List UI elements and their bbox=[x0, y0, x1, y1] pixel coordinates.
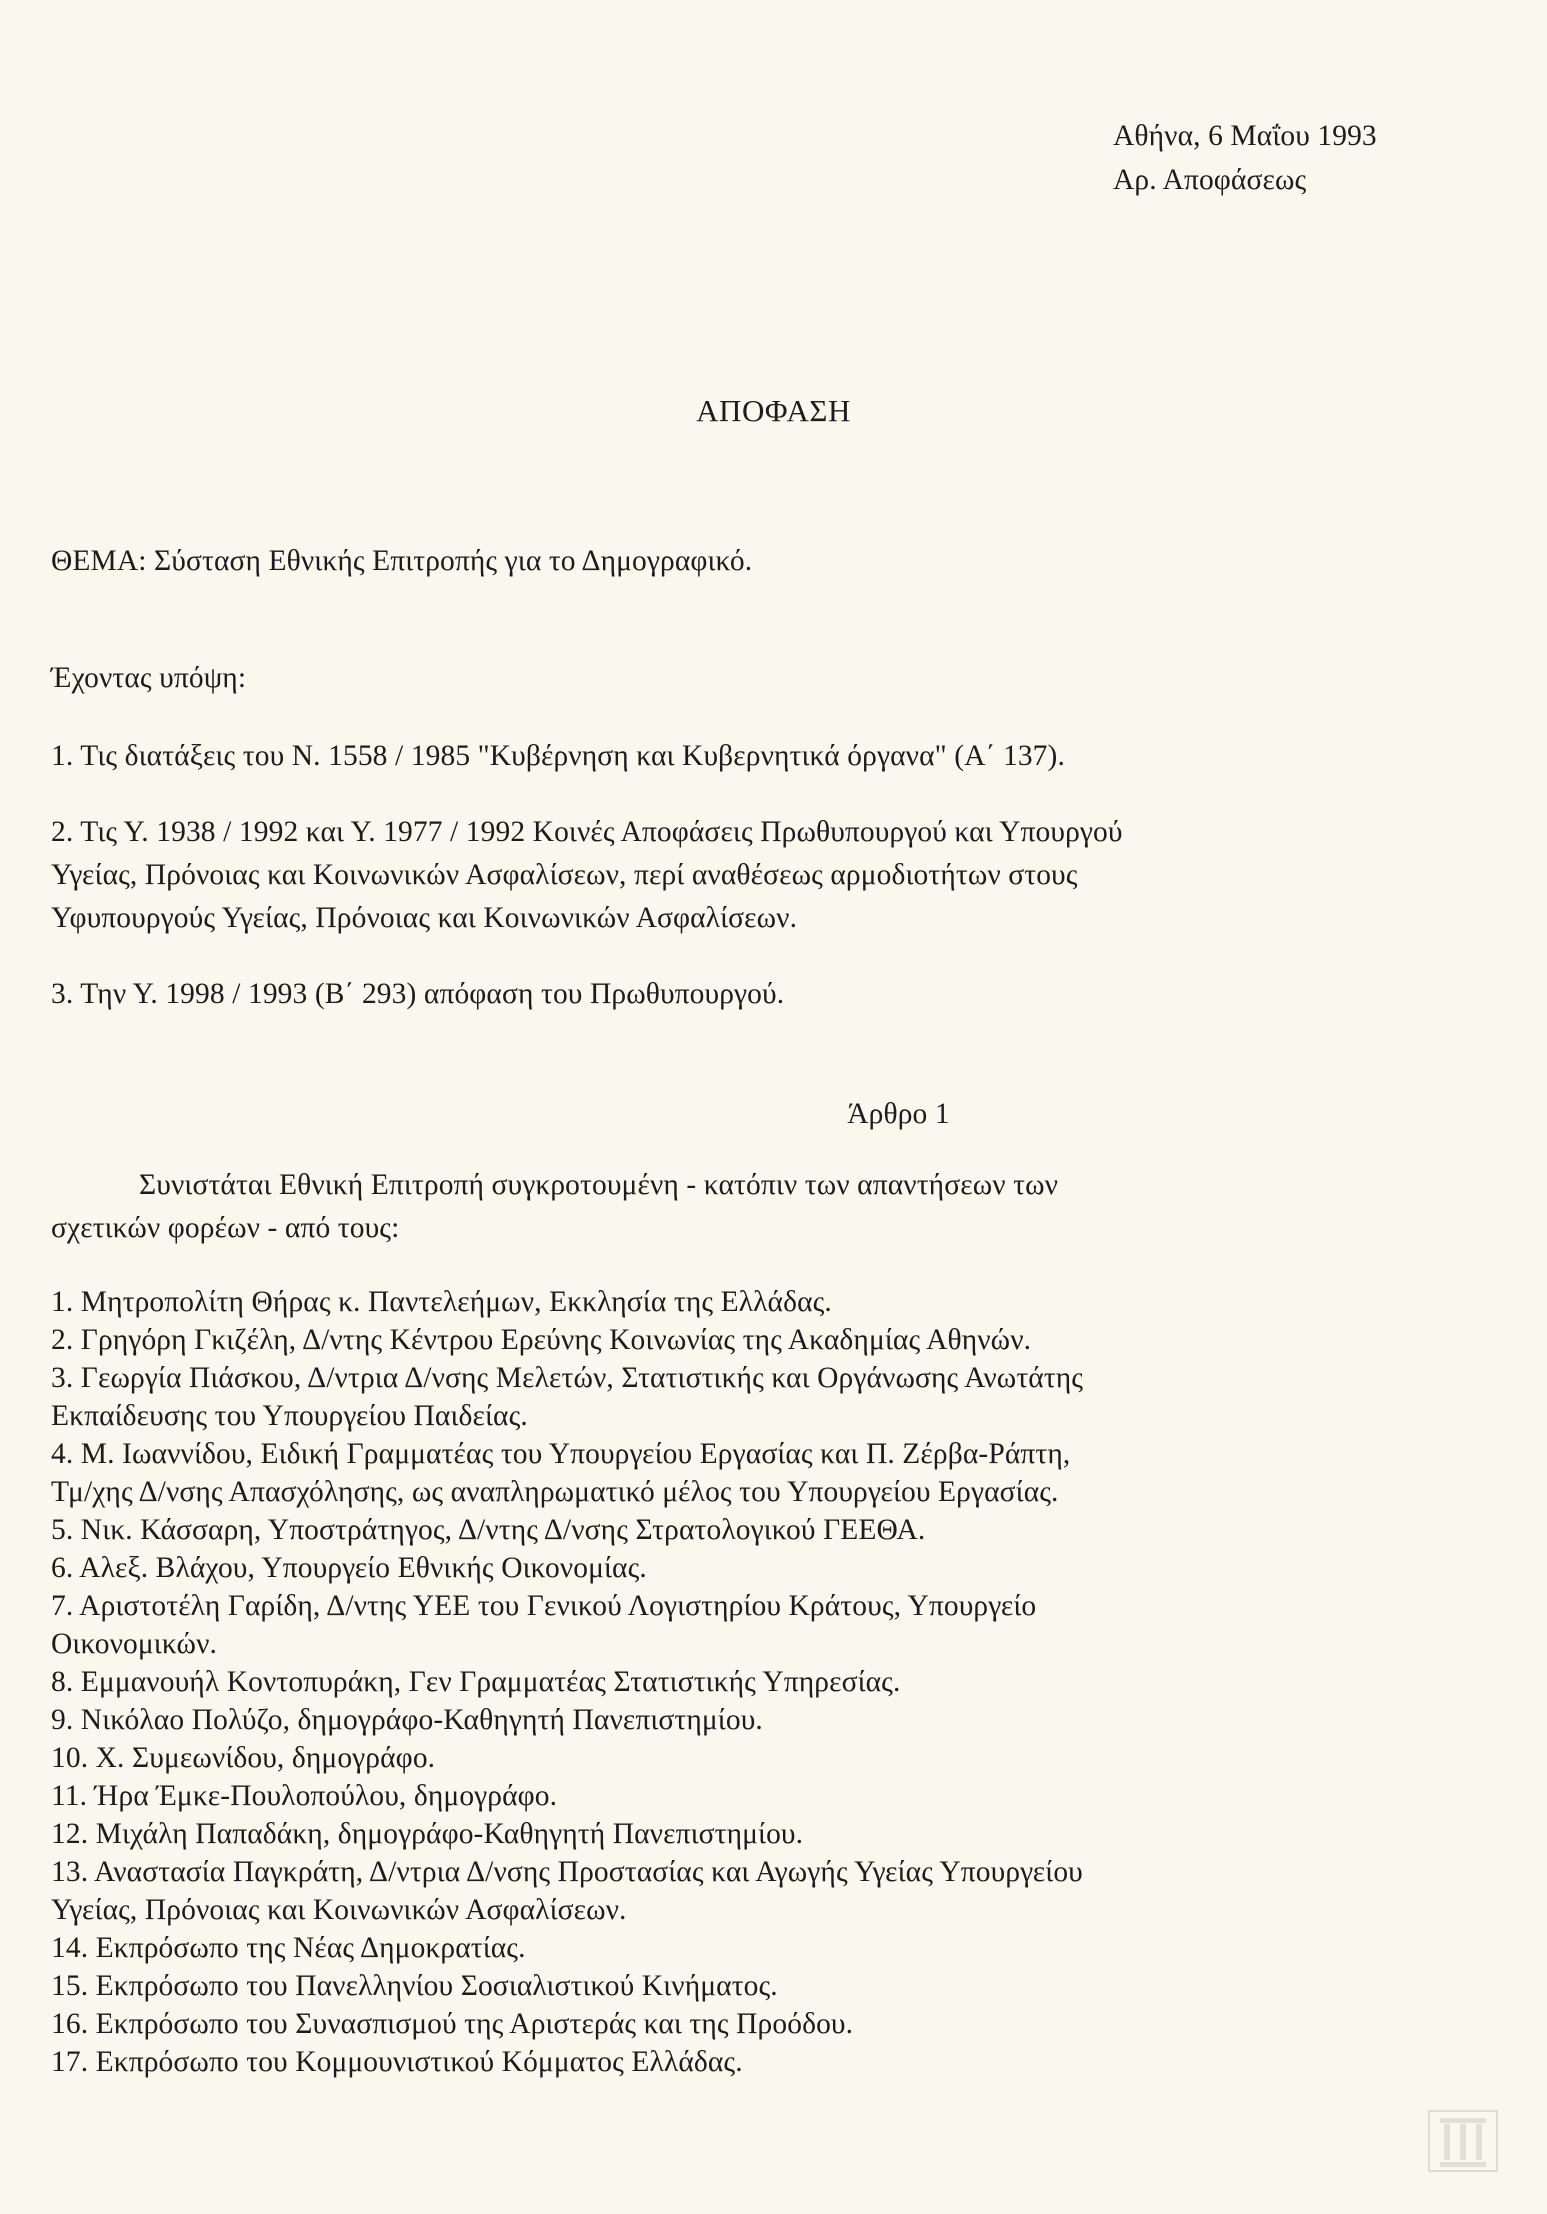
decision-number-label: Αρ. Αποφάσεως bbox=[1113, 164, 1307, 196]
list-item: 12. Μιχάλη Παπαδάκη, δημογράφο-Καθηγητή Πανεπιστημίου. bbox=[51, 1818, 804, 1850]
list-item: 1. Μητροπολίτη Θήρας κ. Παντελεήμων, Εκκλησία της Ελλάδας. bbox=[51, 1286, 832, 1318]
list-item: 6. Αλεξ. Βλάχου, Υπουργείο Εθνικής Οικονομίας. bbox=[51, 1552, 647, 1584]
article-intro-line-1: Συνιστάται Εθνική Επιτροπή συγκροτουμένη - κατόπιν των απαντήσεων των bbox=[139, 1169, 1059, 1201]
list-item: 9. Νικόλαο Πολύζο, δημογράφο-Καθηγητή Πανεπιστημίου. bbox=[51, 1704, 763, 1736]
list-item: 13. Αναστασία Παγκράτη, Δ/ντρια Δ/νσης Προστασίας και Αγωγής Υγείας Υπουργείου bbox=[51, 1856, 1083, 1888]
list-item-continuation: Εκπαίδευσης του Υπουργείου Παιδείας. bbox=[51, 1400, 528, 1432]
list-item: 14. Εκπρόσωπο της Νέας Δημοκρατίας. bbox=[51, 1932, 526, 1964]
list-item: 4. Μ. Ιωαννίδου, Ειδική Γραμματέας του Υπουργείου Εργασίας και Π. Ζέρβα-Ράπτη, bbox=[51, 1438, 1071, 1470]
list-item: 3. Γεωργία Πιάσκου, Δ/ντρια Δ/νσης Μελετών, Στατιστικής και Οργάνωσης Ανωτάτης bbox=[51, 1362, 1084, 1394]
subject-line: ΘΕΜΑ: Σύσταση Εθνικής Επιτροπής για το Δημογραφικό. bbox=[51, 545, 753, 577]
consideration-2-line-2: Υγείας, Πρόνοιας και Κοινωνικών Ασφαλίσεων, περί αναθέσεως αρμοδιοτήτων στους bbox=[51, 859, 1078, 891]
list-item: 10. Χ. Συμεωνίδου, δημογράφο. bbox=[51, 1742, 436, 1774]
article-intro-line-2: σχετικών φορέων - από τους: bbox=[51, 1212, 400, 1244]
consideration-2-line-3: Υφυπουργούς Υγείας, Πρόνοιας και Κοινωνικών Ασφαλίσεων. bbox=[51, 902, 798, 934]
list-item: 15. Εκπρόσωπο του Πανελληνίου Σοσιαλιστικού Κινήματος. bbox=[51, 1970, 778, 2002]
document-date: Αθήνα, 6 Μαΐου 1993 bbox=[1113, 120, 1377, 152]
considering-heading: Έχοντας υπόψη: bbox=[51, 662, 247, 694]
consideration-2-line-1: 2. Τις Υ. 1938 / 1992 και Υ. 1977 / 1992 Κοινές Αποφάσεις Πρωθυπουργού και Υπουργού bbox=[51, 816, 1123, 848]
list-item: 8. Εμμανουήλ Κοντοπυράκη, Γεν Γραμματέας Στατιστικής Υπηρεσίας. bbox=[51, 1666, 901, 1698]
article-heading: Άρθρο 1 bbox=[847, 1098, 950, 1130]
list-item-continuation: Οικονομικών. bbox=[51, 1628, 217, 1660]
list-item-continuation: Τμ/χης Δ/νσης Απασχόλησης, ως αναπληρωματικό μέλος του Υπουργείου Εργασίας. bbox=[51, 1476, 1059, 1508]
list-item: 2. Γρηγόρη Γκιζέλη, Δ/ντης Κέντρου Ερεύνης Κοινωνίας της Ακαδημίας Αθηνών. bbox=[51, 1324, 1032, 1356]
list-item: 17. Εκπρόσωπο του Κομμουνιστικού Κόμματος Ελλάδας. bbox=[51, 2046, 743, 2078]
consideration-3-line-1: 3. Την Υ. 1998 / 1993 (Β΄ 293) απόφαση του Πρωθυπουργού. bbox=[51, 978, 785, 1010]
list-item: 11. Ήρα Έμκε-Πουλοπούλου, δημογράφο. bbox=[51, 1780, 558, 1812]
document-title: ΑΠΟΦΑΣΗ bbox=[696, 393, 851, 428]
list-item: 16. Εκπρόσωπο του Συνασπισμού της Αριστεράς και της Προόδου. bbox=[51, 2008, 854, 2040]
list-item: 5. Νικ. Κάσσαρη, Υποστράτηγος, Δ/ντης Δ/νσης Στρατολογικού ΓΕΕΘΑ. bbox=[51, 1514, 926, 1546]
list-item: 7. Αριστοτέλη Γαρίδη, Δ/ντης ΥΕΕ του Γενικού Λογιστηρίου Κράτους, Υπουργείο bbox=[51, 1590, 1037, 1622]
list-item-continuation: Υγείας, Πρόνοιας και Κοινωνικών Ασφαλίσεων. bbox=[51, 1894, 627, 1926]
consideration-1-line-1: 1. Τις διατάξεις του Ν. 1558 / 1985 "Κυβέρνηση και Κυβερνητικά όργανα" (Α΄ 137). bbox=[51, 740, 1065, 772]
archive-watermark-icon bbox=[1428, 2110, 1498, 2172]
